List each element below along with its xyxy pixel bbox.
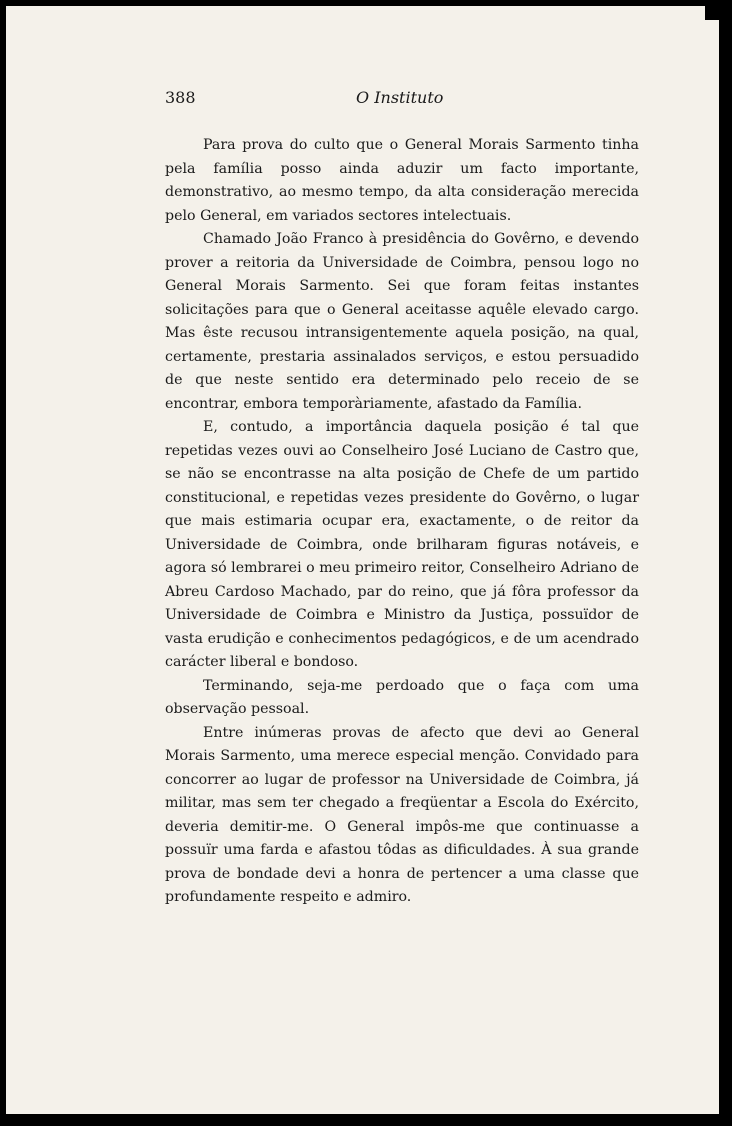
paragraph: Para prova do culto que o General Morais Sarmento tinha pela família posso ainda aduzir um facto importante, demonstrativo, ao mesmo tempo, da alta consideração merecida pelo General, em variados sectores intelectuais. (165, 137, 639, 224)
paragraph: Terminando, seja-me perdoado que o faça com uma observação pessoal. (165, 677, 639, 717)
scan-corner-mark (705, 6, 719, 20)
body-text (165, 134, 639, 910)
paragraph: E, contudo, a importância daquela posição é tal que repetidas vezes ouvi ao Conselheiro José Luciano de Castro que, se não se encontrasse na alta posição de Chefe de um partido constitucional, e repetidas vezes presidente do Govêrno, o lugar que mais estimaria ocupar era, exactamente, o de reitor da Universidade de Coimbra, onde brilharam figuras notáveis, e agora só lembrarei o meu primeiro reitor, Conselheiro Adriano de Abreu Cardoso Machado, par do reino, que já fôra professor da Universidade de Coimbra e Ministro da Justiça, possuïdor de vasta erudição e conhecimentos pedagógicos, e de um acendrado carácter liberal e bondoso. (165, 419, 639, 670)
page-header (6, 88, 719, 110)
running-title: O Instituto (356, 88, 444, 107)
page-number: 388 (165, 88, 196, 107)
paragraph: Entre inúmeras provas de afecto que devi ao General Morais Sarmento, uma merece especial menção. Convidado para concorrer ao lugar de professor na Universidade de Coimbra, já militar, mas sem ter chegado a freqüentar a Escola do Exército, deveria demitir-me. O General impôs-me que continuasse a possuïr uma farda e afastou tôdas as dificuldades. À sua grande prova de bondade devi a honra de pertencer a uma classe que profundamente respeito e admiro. (165, 724, 639, 905)
paragraph: Chamado João Franco à presidência do Govêrno, e devendo prover a reitoria da Universidade de Coimbra, pensou logo no General Morais Sarmento. Sei que foram feitas instantes solicitações para que o General aceitasse aquêle elevado cargo. Mas êste recusou intransigentemente aquela posição, na qual, certamente, prestaria assinalados serviços, e estou persuadido de que neste sentido era determinado pelo receio de se encontrar, embora temporàriamente, afastado da Família. (165, 231, 639, 412)
book-page (6, 6, 719, 1114)
